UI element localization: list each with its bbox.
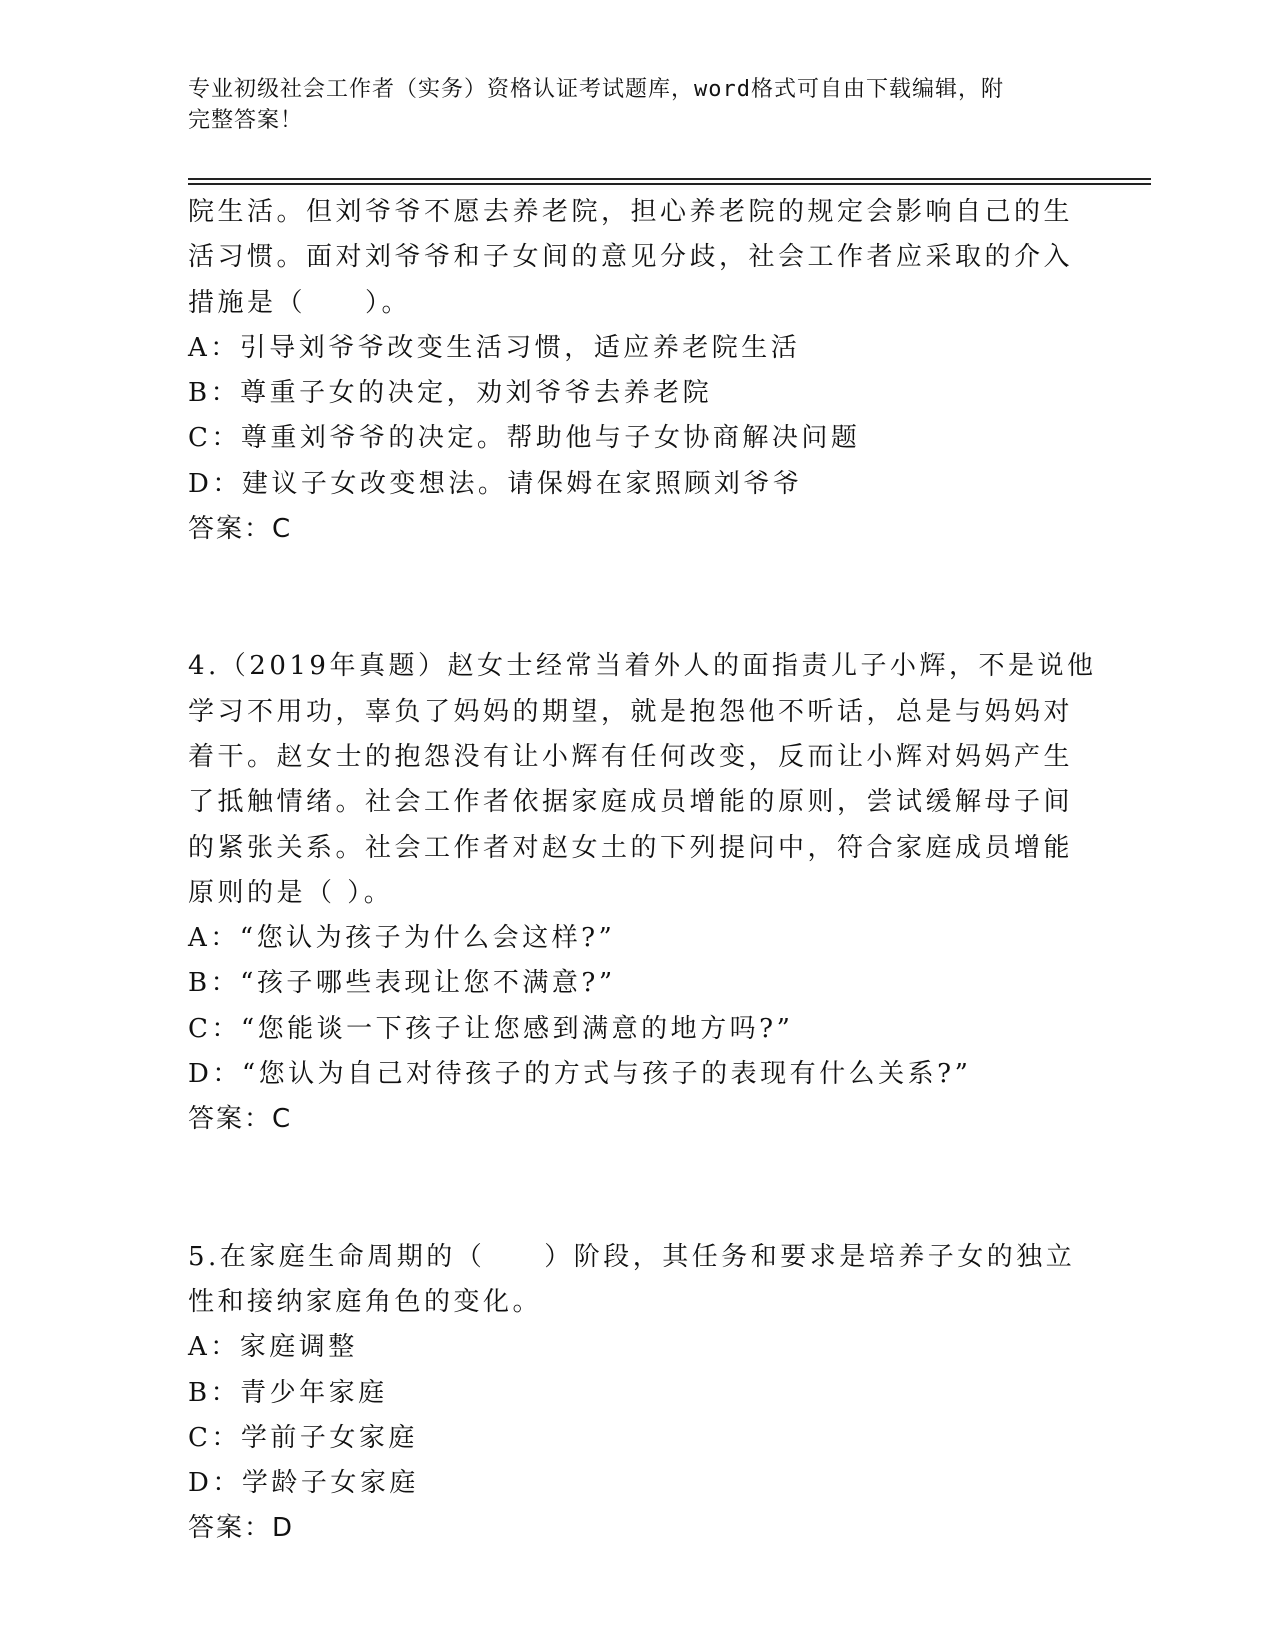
header-divider-top <box>188 178 1151 180</box>
question-3-stem-line: 活习惯。面对刘爷爷和子女间的意见分歧，社会工作者应采取的介入 <box>188 242 1074 273</box>
question-5-stem-line: 性和接纳家庭角色的变化。 <box>188 1286 543 1317</box>
question-4-answer: 答案：C <box>188 1104 293 1135</box>
question-4-stem-line: 原则的是（ ）。 <box>188 877 394 908</box>
question-4-option-b: B：“孩子哪些表现让您不满意?” <box>188 968 616 999</box>
question-spacer <box>188 1143 1088 1235</box>
header-line-2: 完整答案！ <box>188 108 304 133</box>
question-3-option-d: D：建议子女改变想法。请保姆在家照顾刘爷爷 <box>188 468 803 499</box>
question-5-option-d: D：学龄子女家庭 <box>188 1468 419 1499</box>
question-3-stem-line: 措施是（ ）。 <box>188 287 412 318</box>
question-3-stem-line: 院生活。但刘爷爷不愿去养老院，担心养老院的规定会影响自己的生 <box>188 197 1074 227</box>
question-4-block <box>188 644 1097 1142</box>
question-4-stem-line: 了抵触情绪。社会工作者依据家庭成员增能的原则，尝试缓解母子间 <box>188 787 1074 818</box>
question-3-option-b: B：尊重子女的决定，劝刘爷爷去养老院 <box>188 378 713 409</box>
question-5-option-b: B：青少年家庭 <box>188 1377 388 1408</box>
header-line-1: 专业初级社会工作者（实务）资格认证考试题库，word格式可自由下载编辑，附 <box>188 77 1004 102</box>
question-content <box>188 190 1097 1552</box>
question-5-block <box>188 1235 1088 1552</box>
question-3-block <box>188 190 1088 552</box>
question-4-stem-line: 4.（2019年真题）赵女士经常当着外人的面指责儿子小辉，不是说他 <box>188 651 1097 682</box>
question-3-option-a: A：引导刘爷爷改变生活习惯，适应养老院生活 <box>188 332 801 363</box>
question-4-option-a: A：“您认为孩子为什么会这样?” <box>188 923 616 954</box>
question-4-stem-line: 的紧张关系。社会工作者对赵女土的下列提问中，符合家庭成员增能 <box>188 832 1074 863</box>
question-4-stem-line: 学习不用功，辜负了妈妈的期望，就是抱怨他不听话，总是与妈妈对 <box>188 696 1074 727</box>
document-header <box>188 74 1088 136</box>
question-5-stem-line: 5.在家庭生命周期的（ ）阶段，其任务和要求是培养子女的独立 <box>188 1241 1076 1272</box>
question-3-option-c: C：尊重刘爷爷的决定。帮助他与子女协商解决问题 <box>188 423 861 454</box>
question-4-stem-line: 着干。赵女士的抱怨没有让小辉有任何改变，反而让小辉对妈妈产生 <box>188 741 1074 772</box>
question-spacer <box>188 552 1088 644</box>
question-4-option-d: D：“您认为自己对待孩子的方式与孩子的表现有什么关系?” <box>188 1059 972 1090</box>
header-divider-bottom <box>188 183 1151 185</box>
question-5-option-a: A：家庭调整 <box>188 1332 358 1363</box>
question-3-answer: 答案：C <box>188 514 293 545</box>
question-4-option-c: C：“您能谈一下孩子让您感到满意的地方吗?” <box>188 1013 794 1044</box>
question-5-answer: 答案：D <box>188 1513 295 1544</box>
question-5-option-c: C：学前子女家庭 <box>188 1422 418 1453</box>
